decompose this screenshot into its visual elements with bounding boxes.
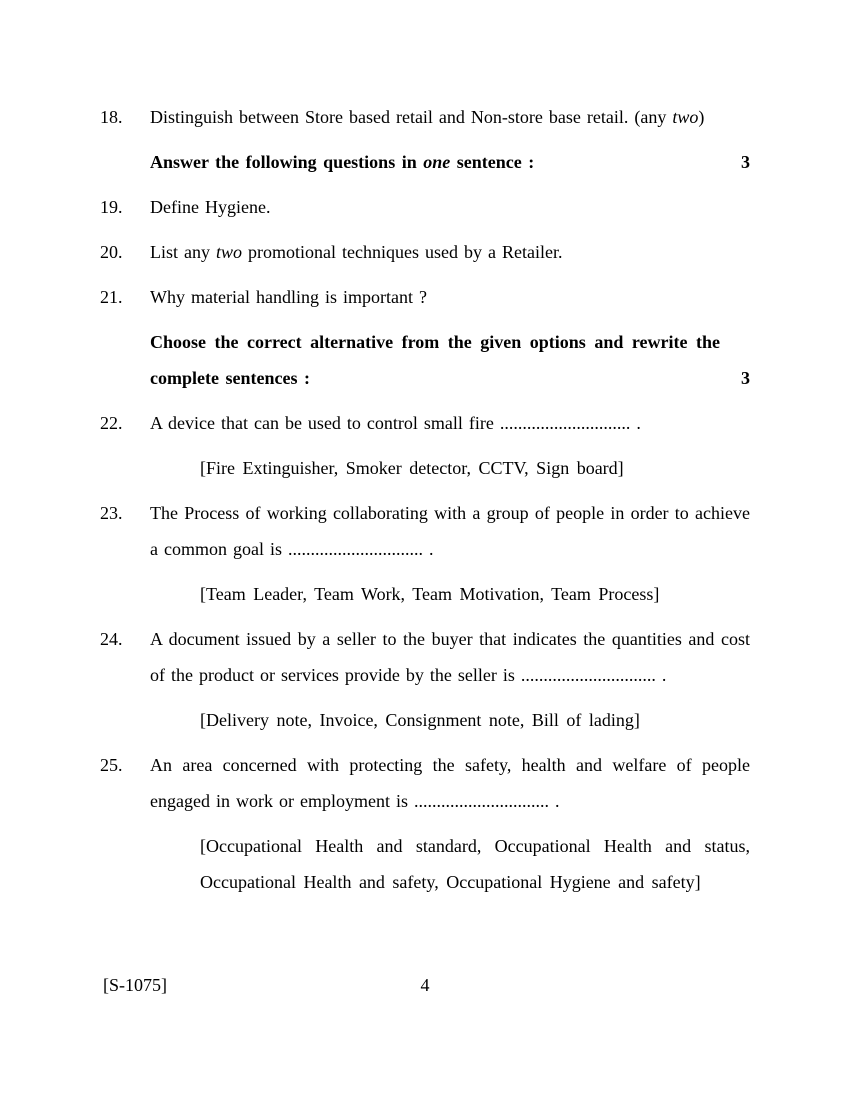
question-text (150, 99, 750, 135)
question-number: 24. (100, 629, 123, 649)
question-number: 18. (100, 107, 123, 127)
question-18 (100, 99, 750, 135)
question-24-options: [Delivery note, Invoice, Consignment note, Bill of lading] (200, 710, 640, 730)
question-text-emphasis: two (216, 242, 243, 262)
marks-value: 3 (741, 368, 750, 388)
question-text: Why material handling is important ? (150, 287, 427, 307)
question-24 (100, 621, 750, 693)
question-23-options: [Team Leader, Team Work, Team Motivation, Team Process] (200, 584, 660, 604)
question-number: 20. (100, 242, 123, 262)
question-number: 19. (100, 197, 123, 217)
question-number: 22. (100, 413, 123, 433)
question-22-options: [Fire Extinguisher, Smoker detector, CCTV, Sign board] (200, 458, 624, 478)
question-22 (100, 405, 750, 441)
page-content (100, 99, 750, 909)
page-number: 4 (420, 975, 430, 995)
question-20 (100, 234, 750, 270)
question-19 (100, 189, 750, 225)
heading-text: Choose the correct alternative from the given options and rewrite the complete sentences : (150, 332, 720, 388)
paper-code: [S-1075] (103, 975, 167, 995)
question-text (150, 234, 750, 270)
question-text-post: ) (698, 107, 705, 127)
question-number: 25. (100, 755, 123, 775)
question-text: A device that can be used to control small fire ............................. . (150, 413, 641, 433)
question-text: A document issued by a seller to the buyer that indicates the quantities and cost of the product or services provide by the seller is .............................. . (150, 629, 750, 685)
heading-text-pre: Answer the following questions in (150, 152, 424, 172)
question-23 (100, 495, 750, 567)
heading-text-post: sentence : (450, 152, 535, 172)
question-21 (100, 279, 750, 315)
question-text: An area concerned with protecting the safety, health and welfare of people engaged in work or employment is .............................. . (150, 755, 750, 811)
question-text-emphasis: two (672, 107, 699, 127)
section-heading-one-sentence (150, 144, 750, 180)
question-text-pre: Distinguish between Store based retail and Non-store base retail. (any (150, 107, 673, 127)
question-text: Define Hygiene. (150, 197, 271, 217)
question-text-pre: List any (150, 242, 216, 262)
question-text-post: promotional techniques used by a Retailer. (242, 242, 563, 262)
question-number: 23. (100, 503, 123, 523)
question-text: The Process of working collaborating with a group of people in order to achieve a common goal is .............................. . (150, 503, 750, 559)
heading-text-emphasis: one (423, 152, 451, 172)
question-25 (100, 747, 750, 819)
marks-value: 3 (741, 152, 750, 172)
section-heading-choose-alternative (150, 324, 750, 396)
question-25-options: [Occupational Health and standard, Occupational Health and status, Occupational Health and safety, Occupational Hygiene and safety] (200, 836, 750, 892)
question-number: 21. (100, 287, 123, 307)
